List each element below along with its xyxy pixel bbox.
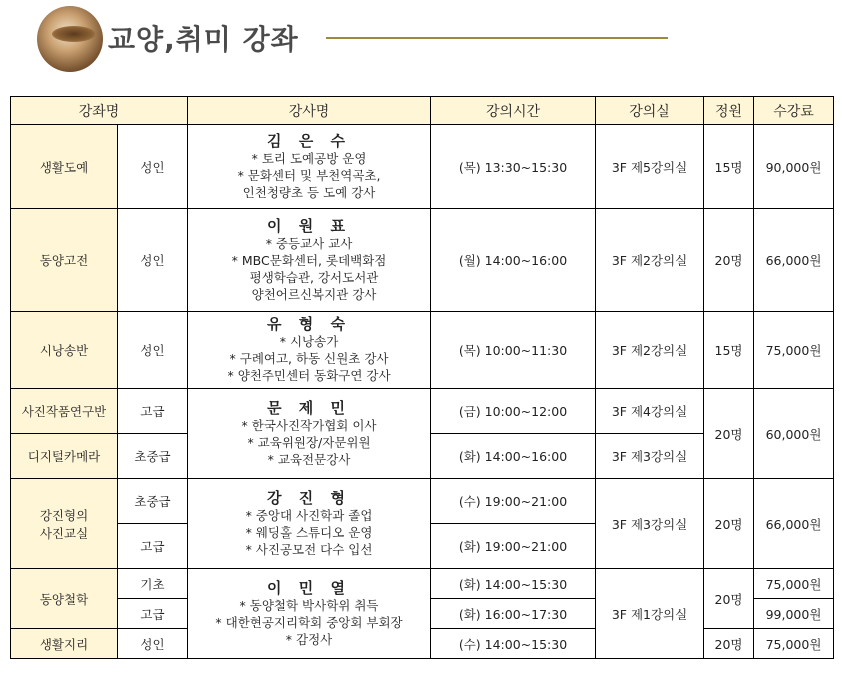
course-name: 동양고전 bbox=[11, 209, 118, 312]
instructor-cell bbox=[188, 569, 431, 659]
table-row bbox=[11, 569, 834, 599]
course-fee: 90,000원 bbox=[754, 125, 834, 209]
instructor-detail: 평생학습관, 강서도서관 bbox=[249, 269, 379, 285]
table-row bbox=[11, 125, 834, 209]
instructor-detail: * 사진공모전 다수 입선 bbox=[245, 541, 373, 557]
course-level: 기초 bbox=[118, 569, 188, 599]
course-fee: 75,000원 bbox=[754, 312, 834, 389]
course-time: (수) 19:00~21:00 bbox=[431, 479, 596, 524]
instructor-detail: * 대한현공지리학회 중앙회 부회장 bbox=[215, 614, 403, 630]
course-fee: 66,000원 bbox=[754, 209, 834, 312]
course-fee: 75,000원 bbox=[754, 629, 834, 659]
course-name: 사진작품연구반 bbox=[11, 389, 118, 434]
table-row bbox=[11, 312, 834, 389]
course-capacity: 20명 bbox=[704, 569, 754, 629]
table-row bbox=[11, 209, 834, 312]
page-header bbox=[0, 0, 842, 90]
table-header-row bbox=[11, 97, 834, 125]
instructor-name: 김 은 수 bbox=[267, 131, 351, 150]
bowl-logo-rim bbox=[52, 26, 96, 42]
course-table bbox=[10, 96, 834, 659]
course-time: (목) 13:30~15:30 bbox=[431, 125, 596, 209]
course-name: 동양철학 bbox=[11, 569, 118, 629]
course-name bbox=[11, 479, 118, 569]
course-fee: 75,000원 bbox=[754, 569, 834, 599]
instructor-cell bbox=[188, 389, 431, 479]
course-level: 초중급 bbox=[118, 434, 188, 479]
course-fee: 99,000원 bbox=[754, 599, 834, 629]
course-level: 성인 bbox=[118, 125, 188, 209]
instructor-detail: * 토리 도예공방 운영 bbox=[251, 150, 367, 166]
title-divider bbox=[326, 37, 668, 39]
course-level: 고급 bbox=[118, 599, 188, 629]
course-name-line: 사진교실 bbox=[39, 525, 89, 541]
instructor-detail: * 동양철학 박사학위 취득 bbox=[239, 597, 379, 613]
instructor-detail: * 감정사 bbox=[285, 631, 333, 647]
course-capacity: 20명 bbox=[704, 209, 754, 312]
instructor-detail: 인천청량초 등 도예 강사 bbox=[242, 184, 376, 200]
course-room: 3F 제2강의실 bbox=[596, 209, 704, 312]
course-capacity: 20명 bbox=[704, 389, 754, 479]
instructor-cell bbox=[188, 125, 431, 209]
course-time: (화) 19:00~21:00 bbox=[431, 524, 596, 569]
instructor-detail: 양천어르신복지관 강사 bbox=[251, 286, 377, 302]
instructor-detail: * 문화센터 및 부천역곡초, bbox=[237, 167, 381, 183]
instructor-detail: * 양천주민센터 동화구연 강사 bbox=[227, 368, 391, 383]
instructor-detail: * 웨딩홀 스튜디오 운영 bbox=[245, 524, 373, 540]
course-room: 3F 제1강의실 bbox=[596, 569, 704, 659]
course-room: 3F 제5강의실 bbox=[596, 125, 704, 209]
course-room: 3F 제4강의실 bbox=[596, 389, 704, 434]
header-fee: 수강료 bbox=[754, 97, 834, 125]
course-fee: 66,000원 bbox=[754, 479, 834, 569]
instructor-detail: * 구례여고, 하동 신원초 강사 bbox=[229, 351, 389, 366]
course-time: (월) 14:00~16:00 bbox=[431, 209, 596, 312]
course-name: 생활지리 bbox=[11, 629, 118, 659]
instructor-name: 이 민 열 bbox=[267, 578, 351, 597]
course-name-line: 강진형의 bbox=[39, 507, 89, 523]
course-capacity: 20명 bbox=[704, 479, 754, 569]
instructor-name: 문 제 민 bbox=[267, 398, 351, 417]
course-room: 3F 제3강의실 bbox=[596, 434, 704, 479]
course-level: 성인 bbox=[118, 629, 188, 659]
course-name: 생활도예 bbox=[11, 125, 118, 209]
instructor-cell bbox=[188, 209, 431, 312]
course-room: 3F 제3강의실 bbox=[596, 479, 704, 569]
table-row bbox=[11, 479, 834, 524]
instructor-detail: * 한국사진작가협회 이사 bbox=[241, 417, 377, 433]
course-capacity: 20명 bbox=[704, 629, 754, 659]
instructor-cell bbox=[188, 479, 431, 569]
instructor-detail: * 중등교사 교사 bbox=[265, 235, 353, 251]
instructor-detail: * 시낭송가 bbox=[279, 334, 339, 349]
course-time: (화) 16:00~17:30 bbox=[431, 599, 596, 629]
course-time: (목) 10:00~11:30 bbox=[431, 312, 596, 389]
instructor-name: 유 형 숙 bbox=[267, 315, 351, 333]
course-level: 고급 bbox=[118, 389, 188, 434]
course-level: 고급 bbox=[118, 524, 188, 569]
course-level: 성인 bbox=[118, 209, 188, 312]
header-time: 강의시간 bbox=[431, 97, 596, 125]
instructor-name: 강 진 형 bbox=[267, 488, 351, 507]
course-capacity: 15명 bbox=[704, 125, 754, 209]
course-time: (금) 10:00~12:00 bbox=[431, 389, 596, 434]
page-title: 교양,취미 강좌 bbox=[108, 23, 299, 56]
table-row bbox=[11, 389, 834, 434]
instructor-detail: * 중앙대 사진학과 졸업 bbox=[245, 507, 373, 523]
course-time: (수) 14:00~15:30 bbox=[431, 629, 596, 659]
course-time: (화) 14:00~16:00 bbox=[431, 434, 596, 479]
instructor-detail: * MBC문화센터, 롯데백화점 bbox=[231, 252, 387, 268]
header-capacity: 정원 bbox=[704, 97, 754, 125]
instructor-name: 이 원 표 bbox=[267, 216, 351, 235]
instructor-detail: * 교육전문강사 bbox=[267, 451, 351, 467]
instructor-detail: * 교육위원장/자문위원 bbox=[247, 434, 371, 450]
course-name: 디지털카메라 bbox=[11, 434, 118, 479]
course-level: 성인 bbox=[118, 312, 188, 389]
header-instructor: 강사명 bbox=[188, 97, 431, 125]
course-time: (화) 14:00~15:30 bbox=[431, 569, 596, 599]
header-course: 강좌명 bbox=[11, 97, 188, 125]
course-room: 3F 제2강의실 bbox=[596, 312, 704, 389]
header-room: 강의실 bbox=[596, 97, 704, 125]
course-capacity: 15명 bbox=[704, 312, 754, 389]
course-name: 시낭송반 bbox=[11, 312, 118, 389]
instructor-cell bbox=[188, 312, 431, 389]
course-fee: 60,000원 bbox=[754, 389, 834, 479]
course-level: 초중급 bbox=[118, 479, 188, 524]
